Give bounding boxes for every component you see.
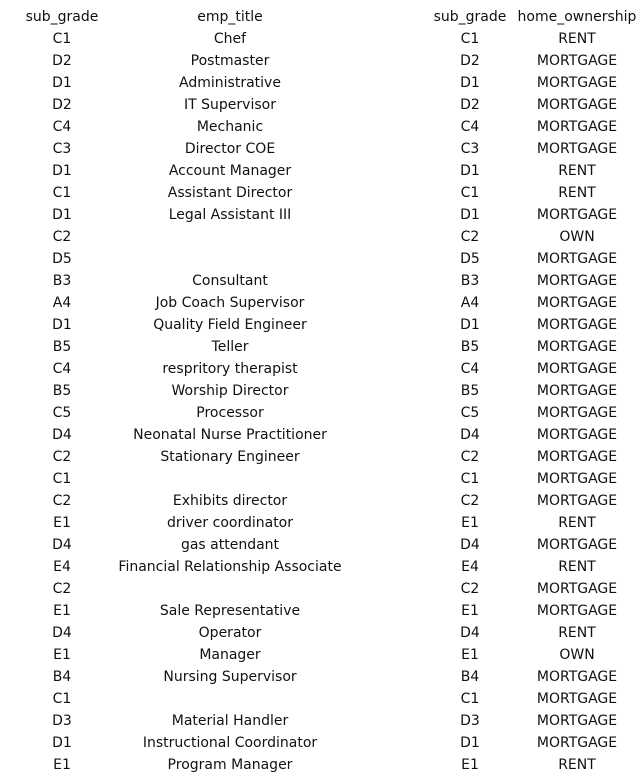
home-ownership-cell: MORTGAGE — [536, 141, 618, 157]
header-row — [0, 6, 642, 28]
home-ownership-cell: RENT — [558, 185, 596, 201]
table-row — [0, 270, 642, 292]
emp-title-cell: Neonatal Nurse Practitioner — [133, 427, 327, 443]
table-row — [0, 754, 642, 776]
emp-title-cell: Consultant — [192, 273, 268, 289]
sub-grade-cell: C1 — [52, 471, 72, 487]
sub-grade-cell: D3 — [52, 713, 72, 729]
sub-grade-cell: D1 — [52, 75, 72, 91]
sub-grade-cell: C3 — [52, 141, 72, 157]
table-row — [0, 424, 642, 446]
sub-grade-cell-2: E1 — [461, 757, 479, 773]
sub-grade-cell: C2 — [52, 581, 72, 597]
sub-grade-cell: E1 — [53, 603, 71, 619]
home-ownership-cell: MORTGAGE — [536, 493, 618, 509]
emp-title-cell: Stationary Engineer — [160, 449, 300, 465]
sub-grade-cell: C2 — [52, 449, 72, 465]
home-ownership-cell: MORTGAGE — [536, 471, 618, 487]
sub-grade-cell-2: A4 — [460, 295, 480, 311]
emp-title-cell: Manager — [199, 647, 261, 663]
table-row — [0, 182, 642, 204]
emp-title-cell: Nursing Supervisor — [163, 669, 297, 685]
sub-grade-cell-2: B3 — [460, 273, 480, 289]
sub-grade-cell: C1 — [52, 691, 72, 707]
sub-grade-cell: D2 — [52, 97, 72, 113]
emp-title-cell: driver coordinator — [166, 515, 294, 531]
sub-grade-cell-2: E1 — [461, 647, 479, 663]
home-ownership-cell: MORTGAGE — [536, 735, 618, 751]
home-ownership-cell: MORTGAGE — [536, 75, 618, 91]
sub-grade-cell-2: D4 — [460, 427, 480, 443]
sub-grade-cell-2: C2 — [460, 449, 480, 465]
sub-grade-cell: B5 — [52, 339, 72, 355]
sub-grade-cell-2: D5 — [460, 251, 480, 267]
header-emp-title: emp_title — [197, 9, 263, 25]
table-row — [0, 72, 642, 94]
sub-grade-cell-2: D1 — [460, 75, 480, 91]
sub-grade-cell-2: C2 — [460, 229, 480, 245]
sub-grade-cell: D4 — [52, 427, 72, 443]
table-row — [0, 358, 642, 380]
emp-title-cell: IT Supervisor — [184, 97, 276, 113]
home-ownership-cell: MORTGAGE — [536, 691, 618, 707]
home-ownership-cell: OWN — [559, 647, 595, 663]
home-ownership-cell: MORTGAGE — [536, 53, 618, 69]
table-row — [0, 688, 642, 710]
sub-grade-cell-2: D4 — [460, 537, 480, 553]
home-ownership-cell: MORTGAGE — [536, 603, 618, 619]
home-ownership-cell: RENT — [558, 757, 596, 773]
home-ownership-cell: MORTGAGE — [536, 207, 618, 223]
sub-grade-cell-2: D1 — [460, 735, 480, 751]
header-sub-grade: sub_grade — [25, 9, 99, 25]
home-ownership-cell: MORTGAGE — [536, 537, 618, 553]
table-row — [0, 468, 642, 490]
sub-grade-cell-2: D1 — [460, 207, 480, 223]
emp-title-cell: Instructional Coordinator — [142, 735, 318, 751]
sub-grade-cell: D1 — [52, 317, 72, 333]
header-home-ownership: home_ownership — [517, 9, 637, 25]
table-row — [0, 490, 642, 512]
sub-grade-cell: B3 — [52, 273, 72, 289]
sub-grade-cell-2: C4 — [460, 361, 480, 377]
sub-grade-cell: A4 — [52, 295, 72, 311]
emp-title-cell: Worship Director — [171, 383, 289, 399]
table-row — [0, 160, 642, 182]
home-ownership-cell: MORTGAGE — [536, 581, 618, 597]
emp-title-cell: Sale Representative — [159, 603, 301, 619]
table-row — [0, 534, 642, 556]
sub-grade-cell-2: C3 — [460, 141, 480, 157]
sub-grade-cell-2: D2 — [460, 97, 480, 113]
emp-title-cell: Job Coach Supervisor — [155, 295, 305, 311]
table-row — [0, 578, 642, 600]
sub-grade-cell: C2 — [52, 493, 72, 509]
sub-grade-cell-2: E4 — [461, 559, 479, 575]
emp-title-cell: Processor — [196, 405, 264, 421]
table-row — [0, 94, 642, 116]
table-row — [0, 380, 642, 402]
header-sub-grade-2: sub_grade — [433, 9, 507, 25]
emp-title-cell: Quality Field Engineer — [153, 317, 307, 333]
home-ownership-cell: MORTGAGE — [536, 251, 618, 267]
table-row — [0, 666, 642, 688]
sub-grade-cell-2: C1 — [460, 471, 480, 487]
sub-grade-cell: C5 — [52, 405, 72, 421]
home-ownership-cell: RENT — [558, 163, 596, 179]
home-ownership-cell: MORTGAGE — [536, 383, 618, 399]
sub-grade-cell: D1 — [52, 735, 72, 751]
sub-grade-cell-2: D1 — [460, 163, 480, 179]
emp-title-cell: Mechanic — [196, 119, 264, 135]
sub-grade-cell: C1 — [52, 185, 72, 201]
home-ownership-cell: RENT — [558, 515, 596, 531]
home-ownership-cell: OWN — [559, 229, 595, 245]
sub-grade-cell-2: C2 — [460, 581, 480, 597]
home-ownership-cell: RENT — [558, 625, 596, 641]
sub-grade-cell-2: B5 — [460, 383, 480, 399]
sub-grade-cell-2: E1 — [461, 603, 479, 619]
emp-title-cell: Program Manager — [167, 757, 293, 773]
sub-grade-cell-2: C2 — [460, 493, 480, 509]
emp-title-cell: Legal Assistant III — [168, 207, 292, 223]
home-ownership-cell: MORTGAGE — [536, 273, 618, 289]
table-row — [0, 138, 642, 160]
table-row — [0, 292, 642, 314]
sub-grade-cell: E4 — [53, 559, 71, 575]
sub-grade-cell-2: D2 — [460, 53, 480, 69]
table-row — [0, 116, 642, 138]
home-ownership-cell: MORTGAGE — [536, 295, 618, 311]
sub-grade-cell: C1 — [52, 31, 72, 47]
sub-grade-cell: D1 — [52, 207, 72, 223]
table-row — [0, 446, 642, 468]
home-ownership-cell: MORTGAGE — [536, 339, 618, 355]
sub-grade-cell-2: C1 — [460, 691, 480, 707]
sub-grade-cell: E1 — [53, 515, 71, 531]
table-row — [0, 314, 642, 336]
home-ownership-cell: MORTGAGE — [536, 97, 618, 113]
sub-grade-cell-2: E1 — [461, 515, 479, 531]
table-row — [0, 622, 642, 644]
emp-title-cell: Exhibits director — [172, 493, 288, 509]
home-ownership-cell: MORTGAGE — [536, 427, 618, 443]
sub-grade-cell-2: D4 — [460, 625, 480, 641]
emp-title-cell: Material Handler — [171, 713, 289, 729]
home-ownership-cell: MORTGAGE — [536, 713, 618, 729]
home-ownership-cell: MORTGAGE — [536, 449, 618, 465]
table-row — [0, 600, 642, 622]
table-row — [0, 556, 642, 578]
emp-title-cell: Chef — [213, 31, 247, 47]
sub-grade-cell-2: C1 — [460, 185, 480, 201]
home-ownership-cell: MORTGAGE — [536, 405, 618, 421]
sub-grade-cell-2: D1 — [460, 317, 480, 333]
sub-grade-cell: D2 — [52, 53, 72, 69]
emp-title-cell: gas attendant — [180, 537, 280, 553]
sub-grade-cell: D5 — [52, 251, 72, 267]
emp-title-cell: Financial Relationship Associate — [118, 559, 342, 575]
sub-grade-cell: C4 — [52, 361, 72, 377]
table-row — [0, 248, 642, 270]
emp-title-cell: Assistant Director — [167, 185, 293, 201]
home-ownership-cell: MORTGAGE — [536, 361, 618, 377]
table-row — [0, 402, 642, 424]
home-ownership-cell: MORTGAGE — [536, 669, 618, 685]
table-row — [0, 204, 642, 226]
emp-title-cell: Postmaster — [190, 53, 270, 69]
table-row — [0, 644, 642, 666]
emp-title-cell: Teller — [211, 339, 249, 355]
table-row — [0, 512, 642, 534]
table-row — [0, 710, 642, 732]
sub-grade-cell: E1 — [53, 647, 71, 663]
sub-grade-cell: D4 — [52, 537, 72, 553]
sub-grade-cell: C4 — [52, 119, 72, 135]
home-ownership-cell: RENT — [558, 559, 596, 575]
home-ownership-cell: MORTGAGE — [536, 317, 618, 333]
sub-grade-cell: D4 — [52, 625, 72, 641]
sub-grade-cell-2: B4 — [460, 669, 480, 685]
emp-title-cell: respritory therapist — [162, 361, 298, 377]
sub-grade-cell-2: C1 — [460, 31, 480, 47]
table-row — [0, 336, 642, 358]
home-ownership-cell: MORTGAGE — [536, 119, 618, 135]
sub-grade-cell-2: C5 — [460, 405, 480, 421]
sub-grade-cell: C2 — [52, 229, 72, 245]
emp-title-cell: Account Manager — [168, 163, 292, 179]
emp-title-cell: Administrative — [179, 75, 281, 91]
sub-grade-cell: D1 — [52, 163, 72, 179]
emp-title-cell: Operator — [198, 625, 262, 641]
table-row — [0, 28, 642, 50]
sub-grade-cell-2: C4 — [460, 119, 480, 135]
home-ownership-cell: RENT — [558, 31, 596, 47]
emp-title-cell: Director COE — [184, 141, 276, 157]
sub-grade-cell: B4 — [52, 669, 72, 685]
sub-grade-cell-2: B5 — [460, 339, 480, 355]
table-row — [0, 732, 642, 754]
sub-grade-cell-2: D3 — [460, 713, 480, 729]
table-row — [0, 50, 642, 72]
sub-grade-cell: E1 — [53, 757, 71, 773]
sub-grade-cell: B5 — [52, 383, 72, 399]
table-row — [0, 226, 642, 248]
